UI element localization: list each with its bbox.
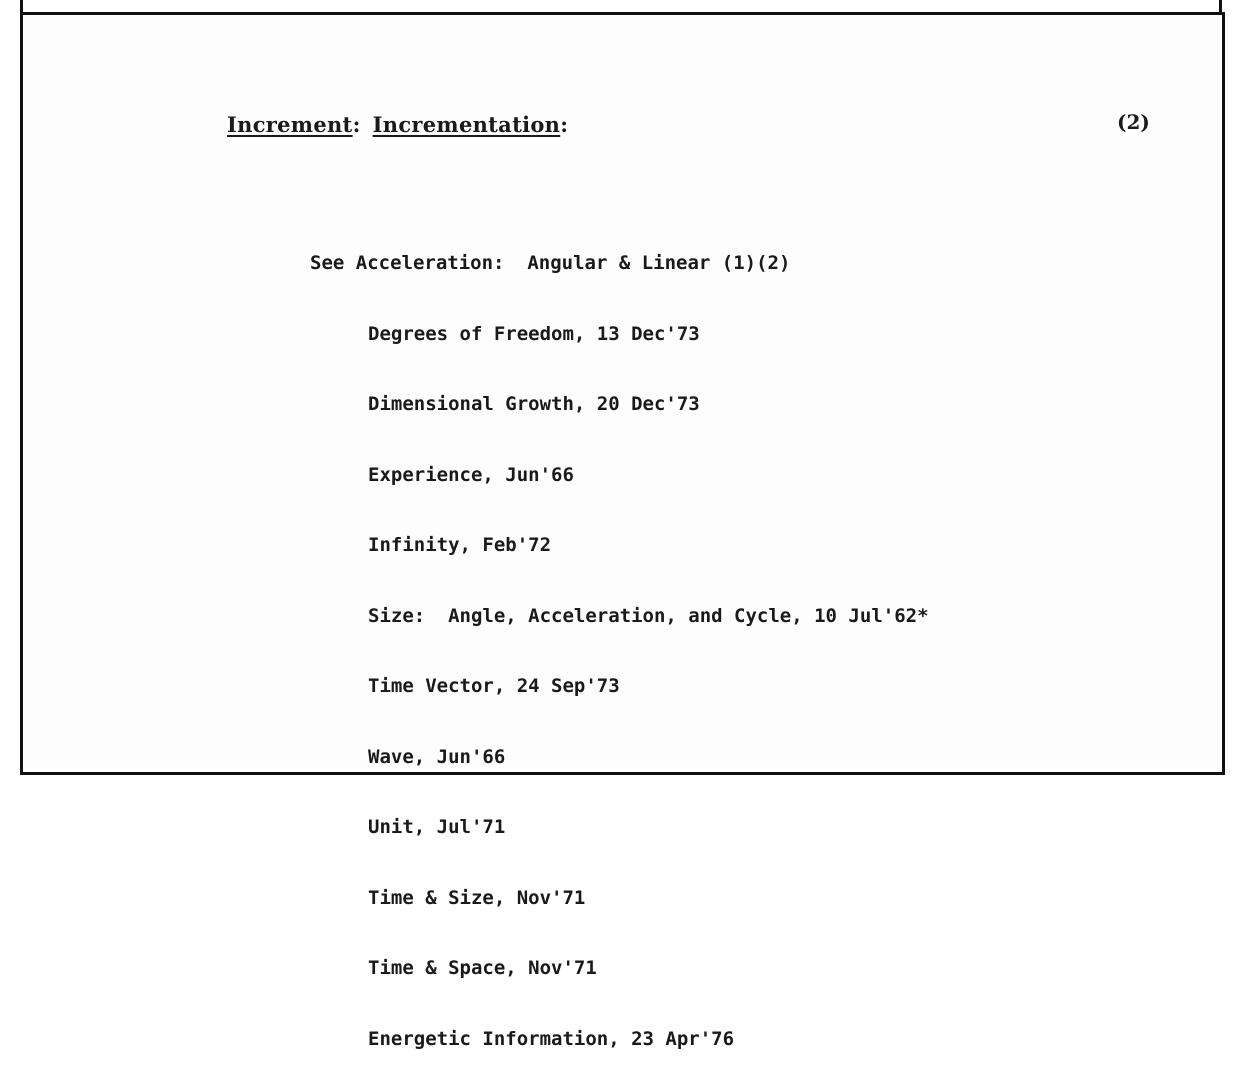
ref-item: Time Vector, 24 Sep'73 [368, 675, 620, 697]
heading-colon-1: : [352, 112, 361, 137]
card-number: (2) [1117, 110, 1150, 134]
cross-reference-list [310, 205, 929, 1075]
heading-term-increment: Increment [227, 112, 353, 137]
heading-term-incrementation: Incrementation [372, 112, 561, 137]
ref-item: Size: Angle, Acceleration, and Cycle, 10 Jul'62* [368, 604, 929, 627]
card-heading [227, 112, 568, 137]
ref-item: Wave, Jun'66 [368, 745, 506, 768]
heading-colon-2: : [560, 112, 569, 137]
ref-item: Degrees of Freedom, 13 Dec'73 [368, 322, 700, 345]
ref-item: Unit, Jul'71 [368, 816, 506, 838]
ref-item: Dimensional Growth, 20 Dec'73 [368, 393, 700, 415]
ref-item: Experience, Jun'66 [368, 463, 574, 486]
ref-item: Energetic Information, 23 Apr'76 [368, 1027, 735, 1050]
see-line: See Acceleration: Angular & Linear (1)(2) [310, 252, 791, 274]
ref-item: Time & Size, Nov'71 [368, 886, 586, 909]
ref-item: Time & Space, Nov'71 [368, 957, 597, 979]
ref-item: Infinity, Feb'72 [368, 534, 552, 556]
